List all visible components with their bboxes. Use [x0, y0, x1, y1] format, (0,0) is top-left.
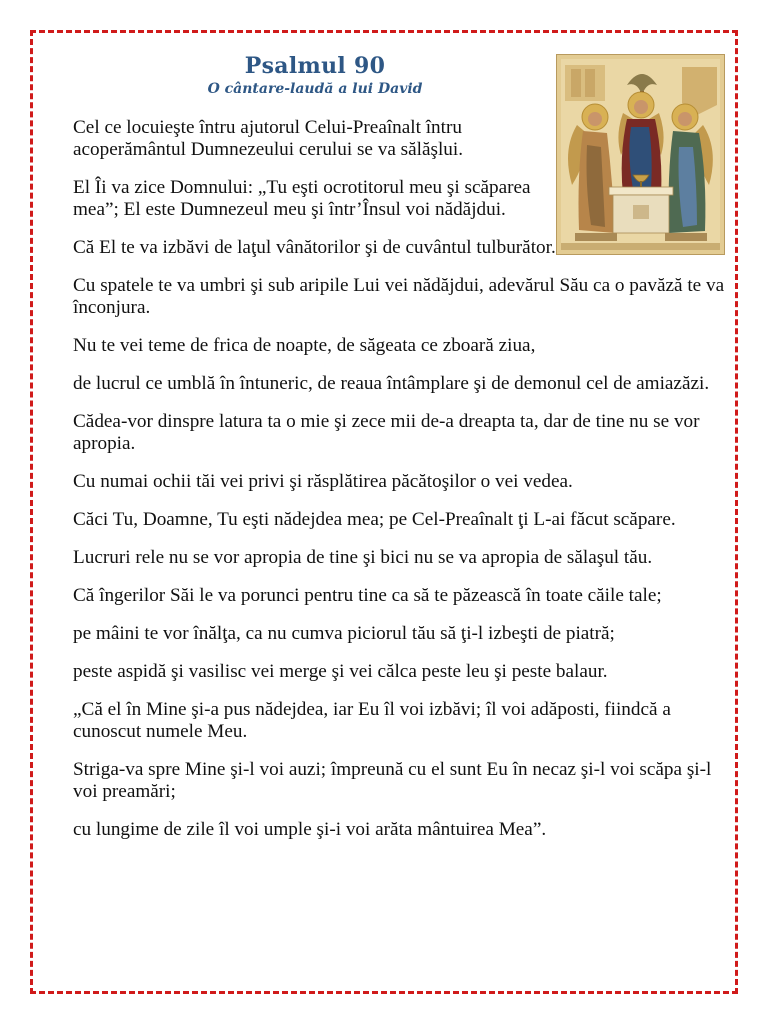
psalm-verse: Cu numai ochii tăi vei privi şi răsplătirea păcătoşilor o vei vedea. — [73, 471, 573, 492]
psalm-verse: peste aspidă şi vasilisc vei merge şi vei călca peste leu şi peste balaur. — [73, 661, 608, 682]
psalm-verse: Că îngerilor Săi le va porunci pentru tine ca să te păzească în toate căile tale; — [73, 585, 662, 606]
psalm-verse: cu lungime de zile îl voi umple şi-i voi arăta mântuirea Mea”. — [73, 819, 547, 840]
psalm-verse: pe mâini te vor înălţa, ca nu cumva piciorul tău să ţi-l izbeşti de piatră; — [73, 623, 615, 644]
psalm-verse: Că El te va izbăvi de laţul vânătorilor şi de cuvântul tulburător. — [73, 237, 556, 258]
page-title: Psalmul 90 — [244, 53, 386, 79]
psalm-verse: de lucrul ce umblă în întuneric, de reaua întâmplare şi de demonul cel de amiazăzi. — [73, 373, 710, 394]
psalm-verse: Striga-va spre Mine şi-l voi auzi; împreună cu el sunt Eu în necaz şi-l voi scăpa şi-l voi preamări; — [73, 759, 712, 802]
psalm-verse: „Că el în Mine şi-a pus nădejdea, iar Eu îl voi izbăvi; îl voi adăposti, fiindcă a cunoscut numele Meu. — [73, 699, 671, 742]
psalm-verse: Cădea-vor dinspre latura ta o mie şi zece mii de-a dreapta ta, dar de tine nu se vor apropia. — [73, 411, 700, 454]
psalm-verse: Cel ce locuieşte întru ajutorul Celui-Preaînalt întru acoperământul Dumnezeului cerului se va sălăşlui. — [73, 117, 463, 160]
psalm-verse: Căci Tu, Doamne, Tu eşti nădejdea mea; pe Cel-Preaînalt ţi L-ai făcut scăpare. — [73, 509, 676, 530]
psalm-verse: Lucruri rele nu se vor apropia de tine şi bici nu se va apropia de sălaşul tău. — [73, 547, 653, 568]
document-header — [150, 52, 480, 98]
psalm-verse: Cu spatele te va umbri şi sub aripile Lui vei nădăjdui, adevărul Său ca o pavăză te va înconjura. — [73, 275, 725, 318]
psalm-verse: Nu te vei teme de frica de noapte, de săgeata ce zboară ziua, — [73, 335, 536, 356]
psalm-verse: El Îi va zice Domnului: „Tu eşti ocrotitorul meu şi scăparea mea”; El este Dumnezeul meu şi într’Însul voi nădăjdui. — [73, 177, 531, 220]
psalm-text — [73, 117, 733, 857]
page-subtitle: O cântare-laudă a lui David — [207, 81, 423, 97]
